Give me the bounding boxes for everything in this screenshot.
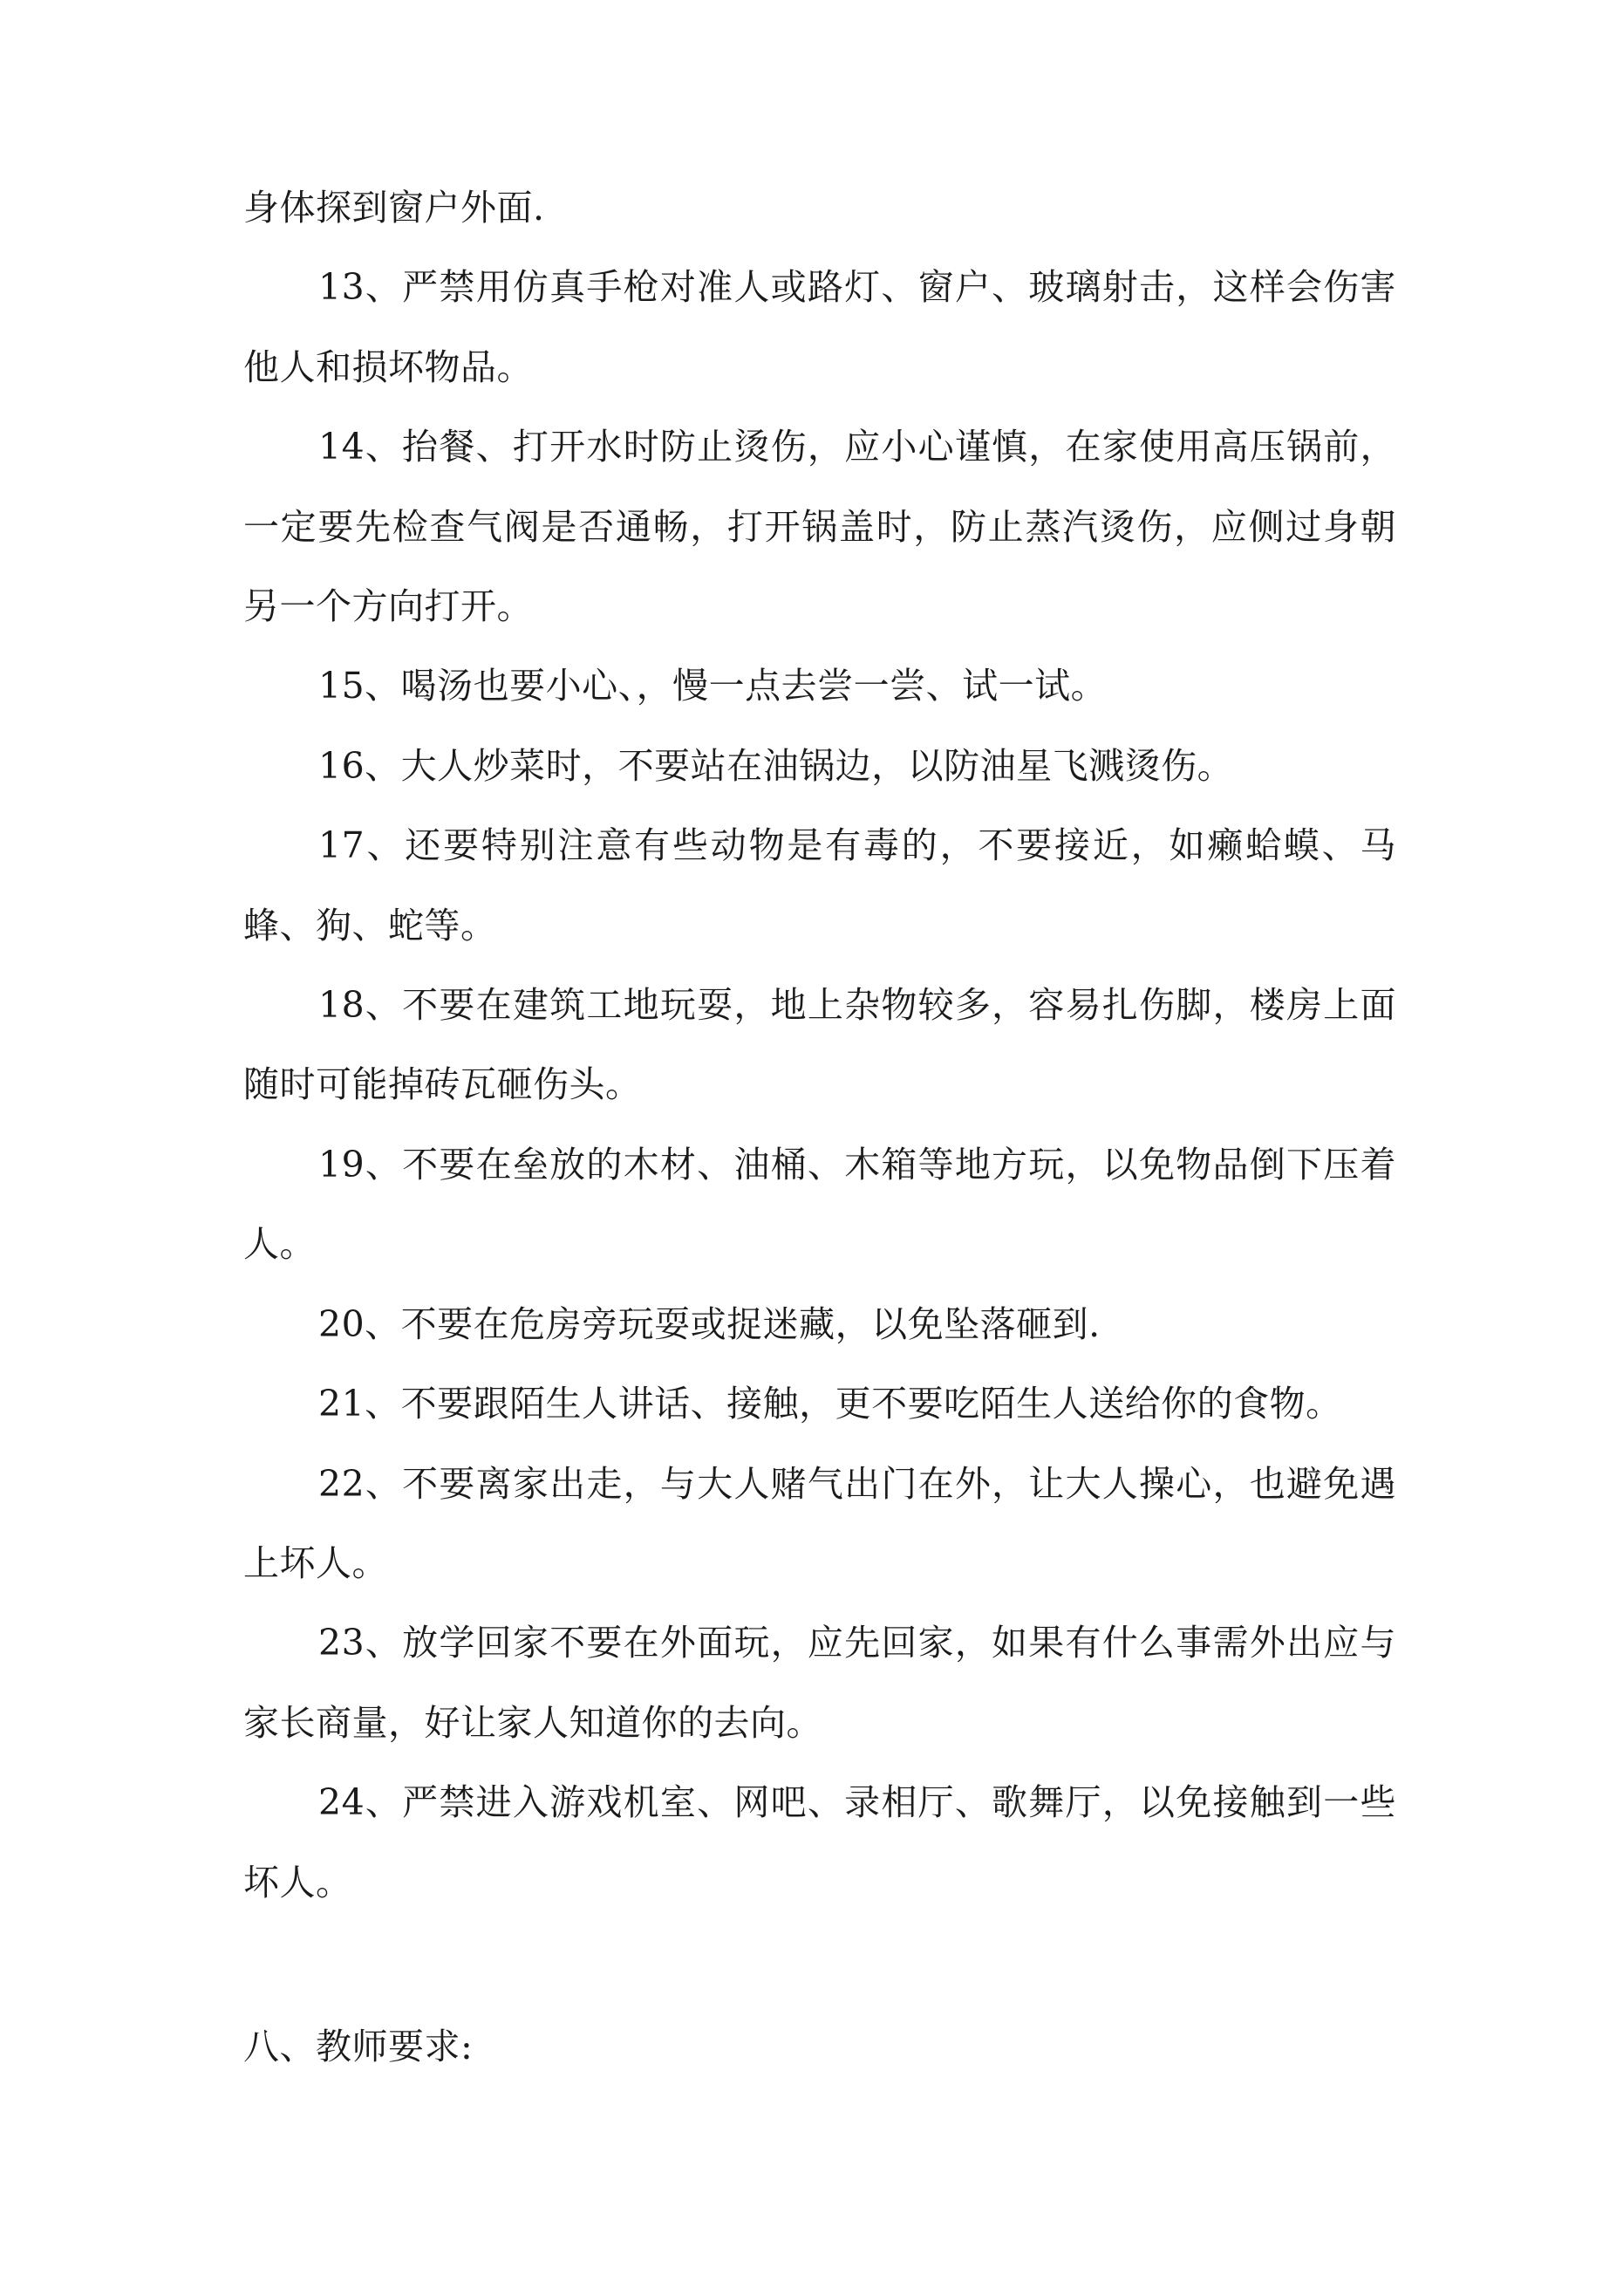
paragraph-item-17: 17、还要特别注意有些动物是有毒的，不要接近，如癞蛤蟆、马蜂、狗、蛇等。 <box>243 824 1396 946</box>
paragraph-continuation: 身体探到窗户外面. <box>243 187 545 229</box>
paragraph-item-15: 15、喝汤也要小心、，慢一点去尝一尝、试一试。 <box>318 665 1108 707</box>
paragraph-item-23: 23、放学回家不要在外面玩，应先回家，如果有什么事需外出应与家长商量，好让家人知道你的去向。 <box>243 1622 1396 1744</box>
paragraph-item-24: 24、严禁进入游戏机室、网吧、录相厅、歌舞厅，以免接触到一些坏人。 <box>243 1781 1396 1903</box>
paragraph-item-21: 21、不要跟陌生人讲话、接触，更不要吃陌生人送给你的食物。 <box>318 1383 1342 1425</box>
paragraph-item-20: 20、不要在危房旁玩耍或捉迷藏，以免坠落砸到. <box>318 1302 1101 1345</box>
paragraph-item-14: 14、抬餐、打开水时防止烫伤，应小心谨慎，在家使用高压锅前，一定要先检查气阀是否通畅，打开锅盖时，防止蒸汽烫伤，应侧过身朝另一个方向打开。 <box>243 426 1396 628</box>
paragraph-item-18: 18、不要在建筑工地玩耍，地上杂物较多，容易扎伤脚，楼房上面随时可能掉砖瓦砸伤头。 <box>243 984 1396 1106</box>
paragraph-item-19: 19、不要在垒放的木材、油桶、木箱等地方玩，以免物品倒下压着人。 <box>243 1143 1396 1266</box>
document-body <box>243 168 1396 1923</box>
paragraph-item-13: 13、严禁用仿真手枪对准人或路灯、窗户、玻璃射击，这样会伤害他人和损坏物品。 <box>243 266 1396 388</box>
paragraph-item-16: 16、大人炒菜时，不要站在油锅边，以防油星飞溅烫伤。 <box>318 744 1234 787</box>
section-heading: 八、教师要求: <box>243 2026 474 2067</box>
paragraph-item-22: 22、不要离家出走，与大人赌气出门在外，让大人操心，也避免遇上坏人。 <box>243 1462 1396 1584</box>
